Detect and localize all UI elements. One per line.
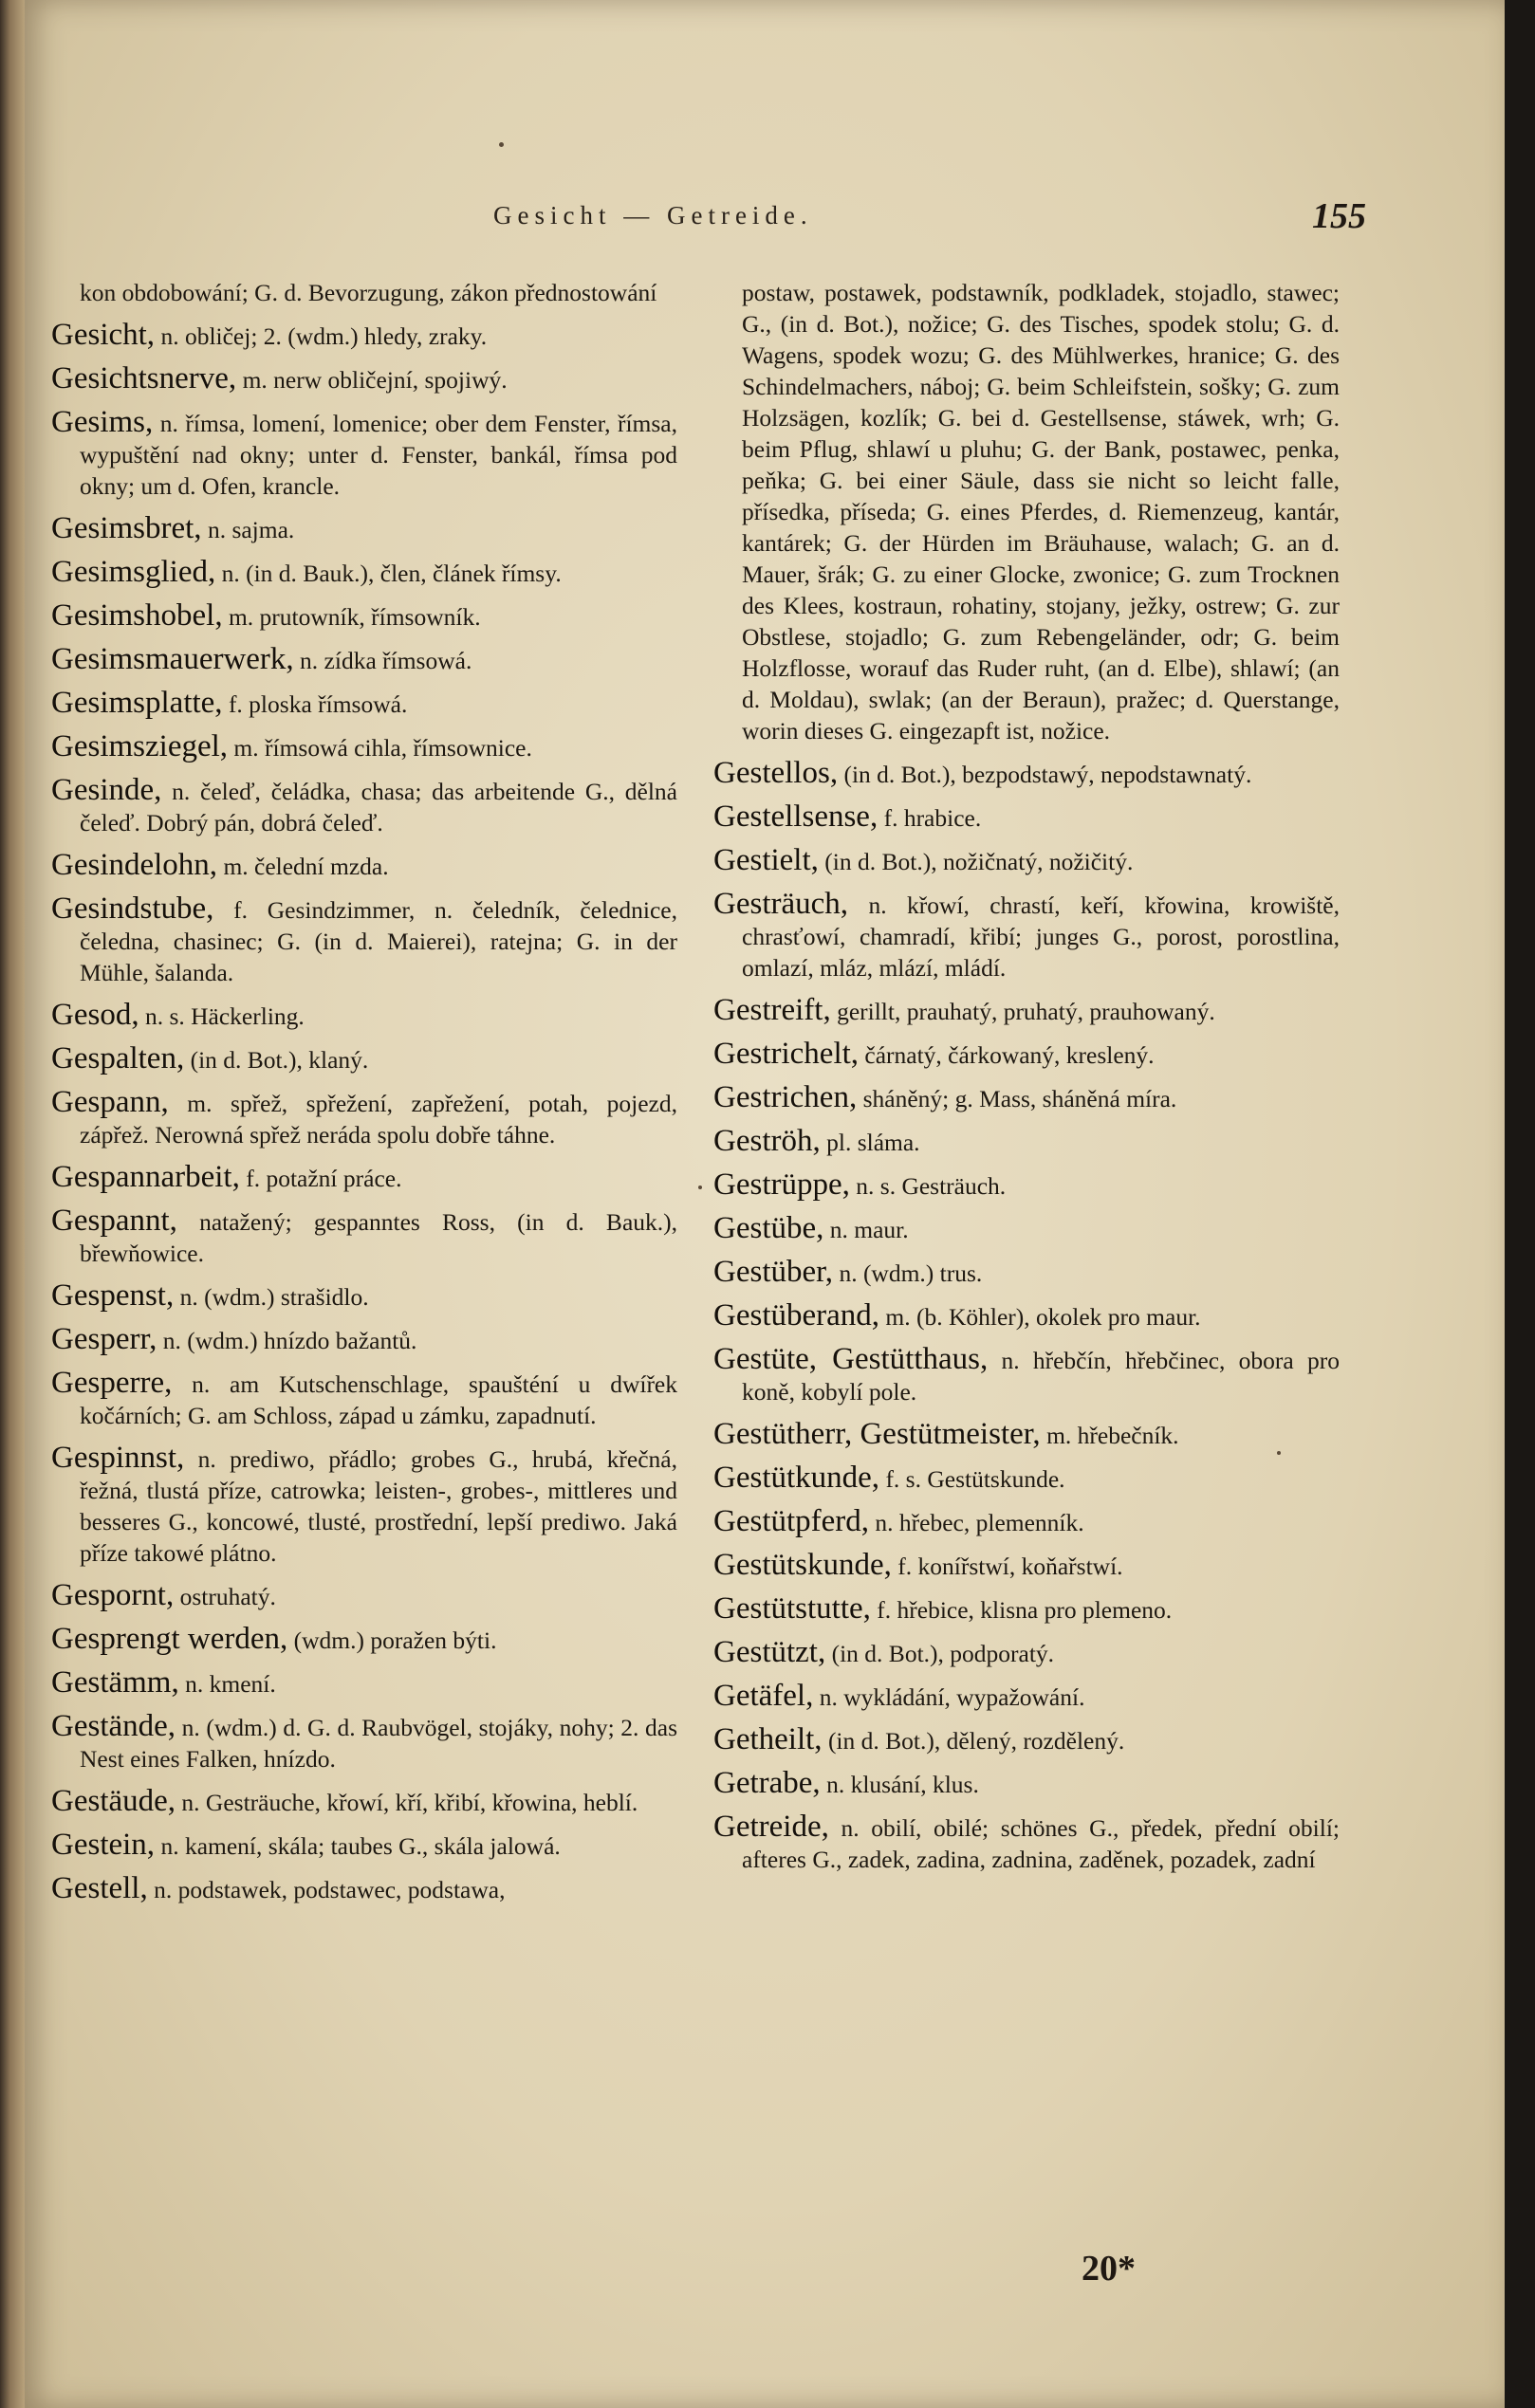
dictionary-entry <box>713 1213 1340 1245</box>
dictionary-entry <box>713 277 1340 746</box>
dictionary-entry <box>51 1280 677 1313</box>
headword: Gestände, <box>51 1709 176 1743</box>
definition-text: f. konířstwí, koňařstwí. <box>891 1553 1123 1580</box>
dictionary-entry <box>713 1462 1340 1495</box>
dictionary-entry <box>51 688 677 720</box>
headword: Gestüberand, <box>713 1298 880 1333</box>
headword: Gespinnst, <box>51 1441 185 1475</box>
dictionary-entry <box>713 1593 1340 1626</box>
definition-text: (in d. Bot.), nožičnatý, nožičitý. <box>818 848 1134 875</box>
definition-text: n. podstawek, podstawec, podstawa, <box>147 1876 506 1903</box>
definition-text: čárnatý, čárkowaný, kreslený. <box>859 1041 1155 1069</box>
dictionary-entry <box>713 889 1340 983</box>
headword: Gestäude, <box>51 1784 176 1818</box>
dictionary-entry <box>51 320 677 352</box>
definition-text: (wdm.) poražen býti. <box>287 1627 497 1654</box>
adjacent-page-edge <box>0 0 25 2408</box>
headword: Getheilt, <box>713 1722 823 1756</box>
dictionary-entry <box>51 1786 677 1818</box>
dictionary-entry <box>51 513 677 545</box>
headword: Gesimsmauerwerk, <box>51 642 294 676</box>
definition-text: pl. sláma. <box>820 1129 920 1156</box>
dictionary-entry <box>51 1624 677 1656</box>
definition-text: f. potažní práce. <box>239 1165 402 1192</box>
dictionary-entry <box>51 407 677 502</box>
definition-text: ostruhatý. <box>174 1583 276 1610</box>
headword: Gestüte, Gestütthaus, <box>713 1342 989 1376</box>
definition-text: n. (wdm.) d. G. d. Raubvögel, stojáky, nohy; 2. das Nest eines Falken, hnízdo. <box>80 1714 677 1773</box>
dictionary-entry <box>51 1000 677 1032</box>
definition-text: n. klusání, klus. <box>820 1771 979 1798</box>
definition-text: n. kamení, skála; taubes G., skála jalowá. <box>155 1832 561 1860</box>
dictionary-entry <box>51 850 677 882</box>
definition-text: n. wykládání, wypažowání. <box>813 1683 1085 1711</box>
dictionary-entry <box>51 893 677 988</box>
dictionary-entry <box>51 644 677 676</box>
page-header <box>493 190 1366 247</box>
dictionary-entry <box>51 1087 677 1150</box>
page-number: 155 <box>1312 196 1366 236</box>
dictionary-entry <box>51 363 677 395</box>
headword: Gestütskunde, <box>713 1548 892 1582</box>
headword: Gestielt, <box>713 843 819 877</box>
definition-text: f. hrabice. <box>878 804 982 832</box>
dictionary-entry <box>51 1580 677 1612</box>
headword: Gespalten, <box>51 1041 185 1075</box>
headword: Gestämm, <box>51 1665 179 1700</box>
definition-text: m. spřež, spřežení, zapřežení, potah, pojezd, zápřež. Nerowná spřež nerádа spolu dobře táhne. <box>80 1090 677 1149</box>
definition-text: natažený; gespanntes Ross, (in d. Bauk.), břewňowice. <box>80 1208 677 1267</box>
headword: Gesimshobel, <box>51 598 223 633</box>
headword: Gesicht, <box>51 318 156 352</box>
definition-text: m. (b. Köhler), okolek pro maur. <box>879 1303 1201 1331</box>
definition-text: n. (wdm.) strašidlo. <box>174 1283 369 1311</box>
dictionary-entry <box>51 1043 677 1075</box>
dictionary-entry <box>713 995 1340 1027</box>
dictionary-entry <box>713 1419 1340 1451</box>
headword: Gestütpferd, <box>713 1504 870 1538</box>
dictionary-entry <box>713 1257 1340 1289</box>
headword: Gespannarbeit, <box>51 1160 240 1194</box>
left-column <box>51 277 677 1917</box>
headword: Gesimsziegel, <box>51 729 229 763</box>
dictionary-entry <box>713 1300 1340 1333</box>
right-column <box>713 277 1340 1886</box>
definition-text: n. Gesträuche, křowí, kří, křibí, křowina, heblí. <box>176 1789 638 1816</box>
definition-text: (in d. Bot.), bezpodstawý, nepodstawnatý. <box>838 761 1252 788</box>
headword: Gestützt, <box>713 1635 826 1669</box>
headword: Gesichtsnerve, <box>51 361 237 395</box>
dictionary-entry <box>51 775 677 838</box>
definition-text: m. hřebečník. <box>1040 1422 1179 1449</box>
dictionary-entry <box>51 1162 677 1194</box>
dictionary-entry <box>51 1711 677 1774</box>
headword: Gesindelohn, <box>51 848 218 882</box>
headword: Gesimsplatte, <box>51 686 223 720</box>
headword: Gesprengt werden, <box>51 1622 288 1656</box>
definition-text: f. ploska římsowá. <box>222 690 408 718</box>
headword: Getreide, <box>713 1810 829 1844</box>
headword: Gesinde, <box>51 773 162 807</box>
headword: Gestübe, <box>713 1211 824 1245</box>
dictionary-entry <box>51 1829 677 1862</box>
definition-text: n. obličej; 2. (wdm.) hledy, zraky. <box>155 322 488 350</box>
definition-text: n. římsa, lomení, lomenice; ober dem Fenster, římsa, wypuštění nad okny; unter d. Fenster, bankál, římsa pod okny; um d. Ofen, krancle. <box>80 410 677 500</box>
headword: Gesims, <box>51 405 154 439</box>
running-head: Gesicht — Getreide. <box>493 201 813 230</box>
headword: Gestrüppe, <box>713 1167 850 1202</box>
headword: Getrabe, <box>713 1766 821 1800</box>
headword: Gestütstutte, <box>713 1591 871 1626</box>
definition-text: (in d. Bot.), podporatý. <box>825 1640 1055 1667</box>
dictionary-entry <box>713 1506 1340 1538</box>
headword: Gesod, <box>51 998 139 1032</box>
headword: Getäfel, <box>713 1679 814 1713</box>
definition-text: n. sajma. <box>201 516 295 543</box>
dictionary-entry <box>713 1768 1340 1800</box>
dictionary-entry <box>713 1637 1340 1669</box>
headword: Gestell, <box>51 1871 148 1905</box>
definition-text: (in d. Bot.), klaný. <box>184 1046 369 1074</box>
definition-text: f. hřebice, klisna pro plemeno. <box>870 1596 1173 1624</box>
paper-speck <box>499 142 504 147</box>
dictionary-entry <box>51 1205 677 1269</box>
dictionary-entry <box>713 1039 1340 1071</box>
headword: Gestein, <box>51 1828 156 1862</box>
definition-text: n. obilí, obilé; schönes G., předek, přední obilí; afteres G., zadek, zadina, zadnina, zaděnek, pozadek, zadní <box>742 1814 1340 1873</box>
dictionary-entry <box>51 731 677 763</box>
headword: Gespornt, <box>51 1578 175 1612</box>
signature-mark: 20* <box>1082 2249 1136 2289</box>
definition-text: sháněný; g. Mass, sháněná míra. <box>857 1085 1177 1112</box>
headword: Gesträuch, <box>713 887 849 921</box>
definition-text: n. zídka římsowá. <box>293 647 472 674</box>
headword: Gestütkunde, <box>713 1461 880 1495</box>
dictionary-entry <box>713 801 1340 834</box>
headword: Gespannt, <box>51 1204 177 1238</box>
dictionary-entry <box>713 1811 1340 1875</box>
definition-text: gerillt, prauhatý, pruhatý, prauhowaný. <box>830 998 1215 1025</box>
dictionary-entry <box>51 600 677 633</box>
headword: Gestreift, <box>713 993 831 1027</box>
definition-text: n. (in d. Bauk.), člen, článek římsy. <box>215 560 562 587</box>
definition-text: m. nerw obličejní, spojiwý. <box>236 366 508 394</box>
headword: Gesimsbret, <box>51 511 202 545</box>
headword: Gesimsglied, <box>51 555 216 589</box>
definition-text: n. hřebčín, hřebčinec, obora pro koně, kobylí pole. <box>742 1347 1340 1406</box>
definition-text: m. čelední mzda. <box>217 853 389 880</box>
headword: Gestüber, <box>713 1255 834 1289</box>
paper-speck <box>698 1186 702 1189</box>
definition-text: kon obdobowání; G. d. Bevorzugung, zákon přednostowání <box>80 279 657 306</box>
definition-text: (in d. Bot.), dělený, rozdělený. <box>822 1727 1125 1755</box>
definition-text: n. s. Häckerling. <box>139 1002 305 1030</box>
definition-text: n. s. Gesträuch. <box>849 1172 1007 1200</box>
definition-text: n. kmení. <box>178 1670 276 1698</box>
dictionary-entry <box>51 557 677 589</box>
headword: Gespann, <box>51 1085 169 1119</box>
dictionary-entry <box>51 1324 677 1356</box>
headword: Geströh, <box>713 1124 821 1158</box>
headword: Gesperr, <box>51 1322 157 1356</box>
headword: Gestellos, <box>713 756 839 790</box>
definition-text: n. prediwo, přádlo; grobes G., hrubá, křečná, řežná, tlustá příze, catrowka; leisten-, grobes-, mittleres und besseres G., koncowé, tlusté, prostřední, lepší prediwo. Jaká příze takowé plátno. <box>80 1445 677 1567</box>
definition-text: n. (wdm.) trus. <box>833 1259 983 1287</box>
definition-text: f. Gesindzimmer, n. čeledník, čelednice, čeledna, chasinec; G. (in d. Maierei), ratejna; G. in der Mühle, šalanda. <box>80 896 677 986</box>
headword: Gestütherr, Gestütmeister, <box>713 1417 1041 1451</box>
dictionary-entry <box>713 758 1340 790</box>
definition-text: n. maur. <box>823 1216 909 1243</box>
dictionary-entry <box>713 1082 1340 1114</box>
definition-text: n. (wdm.) hnízdo bažantů. <box>157 1327 417 1354</box>
dictionary-entry <box>51 1368 677 1431</box>
dictionary-entry <box>713 845 1340 877</box>
definition-text: n. čeleď, čeládka, chasa; das arbeitende G., dělná čeleď. Dobrý pán, dobrá čeleď. <box>80 778 677 836</box>
definition-text: f. s. Gestütskunde. <box>879 1465 1065 1493</box>
headword: Gesindstube, <box>51 892 214 926</box>
definition-text: n. hřebec, plemenník. <box>869 1509 1084 1536</box>
headword: Gesperre, <box>51 1366 173 1400</box>
dictionary-entry <box>713 1681 1340 1713</box>
dictionary-entry <box>51 1873 677 1905</box>
headword: Gestrichelt, <box>713 1037 860 1071</box>
definition-text: m. římsowá cihla, římsownice. <box>228 734 532 762</box>
definition-text: postaw, postawek, podstawník, podkladek, stojadlo, stawec; G., (in d. Bot.), nožice; G. des Tisches, spodek stolu; G. d. Wagens, spodek wozu; G. des Mühlwerkes, hranice; G. des Schindelmachers, náboj; G. beim Schleifstein, sošky; G. zum Holzsägen, kozlík; G. bei d. Gestellsense, stáwek, wrh; G. beim Pflug, shlawí u pluhu; G. der Bank, postawec, penka, peňka; G. bei einer Säule, dass sie nicht so leicht falle, přísedka, příseda; G. eines Pferdes, d. Riemenzeug, kantár, kantárek; G. der Hürden im Bräuhause, walach; G. an d. Mauer, šrák; G. zu einer Glocke, zwonice; G. zum Trocknen des Klees, kostraun, rohatiny, stojany, ježky, ostrew; G. zur Obstlese, stojadlo; G. zum Rebengeländer, odr; G. beim Holzflosse, worauf das Ruder ruht, (an d. Elbe), shlawí; (an d. Moldau), swlak; (an der Beraun), pražec; d. Querstange, worin dieses G. eingezapft ist, nožice. <box>742 279 1340 744</box>
dictionary-entry <box>713 1126 1340 1158</box>
dictionary-entry <box>713 1724 1340 1756</box>
dictionary-entry <box>51 1667 677 1700</box>
definition-text: m. prutowník, římsowník. <box>222 603 481 631</box>
headword: Gestrichen, <box>713 1080 858 1114</box>
dictionary-entry <box>51 1443 677 1569</box>
dictionary-entry <box>713 1550 1340 1582</box>
dictionary-entry <box>51 277 677 308</box>
definition-text: n. am Kutschenschlage, spaušténí u dwířek kočárních; G. am Schloss, západ u zámku, zapadnutí. <box>80 1370 677 1429</box>
dictionary-entry <box>713 1169 1340 1202</box>
headword: Gestellsense, <box>713 800 878 834</box>
dictionary-entry <box>713 1344 1340 1407</box>
definition-text: n. křowí, chrastí, keří, křowina, krowiště, chrasťowí, chamradí, křibí; junges G., porost, porostlina, omlazí, mláz, mlází, mládí. <box>742 892 1340 982</box>
headword: Gespenst, <box>51 1278 175 1313</box>
